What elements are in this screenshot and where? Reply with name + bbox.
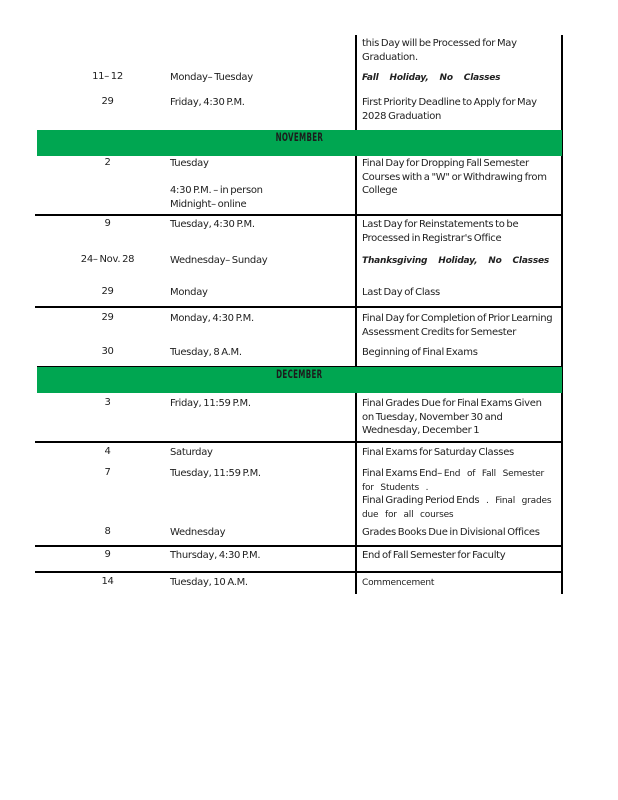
description-cell <box>362 526 560 540</box>
section-bar-november <box>37 130 562 156</box>
date-cell: 11– 12 <box>92 71 123 82</box>
description-cell <box>362 397 560 438</box>
text-segment: Final Grades Due for Final Exams Given <box>362 398 542 409</box>
day-text-line: Midnight– online <box>170 198 247 210</box>
day-cell <box>170 218 353 232</box>
date-cell: 7 <box>104 467 111 478</box>
description-text-line <box>362 286 560 300</box>
text-segment: Assessment Credits for Semester <box>362 326 517 338</box>
description-text-line <box>362 232 560 246</box>
text-segment: Fall Holiday, No Classes <box>362 73 501 83</box>
text-segment: Last Day of Class <box>362 287 440 298</box>
description-text-line <box>362 397 560 411</box>
text-segment: on Tuesday, November 30 and <box>362 411 503 423</box>
description-text-line <box>362 326 560 340</box>
date-cell: 29 <box>101 96 114 107</box>
day-text-line: Monday <box>170 287 208 298</box>
description-cell <box>362 312 560 339</box>
day-text-line: Tuesday, 11:59 P.M. <box>170 468 261 479</box>
date-cell: 9 <box>104 549 111 560</box>
row-divider-line <box>35 441 562 443</box>
description-text-line <box>362 576 560 590</box>
day-text-line: Wednesday <box>170 527 226 538</box>
day-text-line: Tuesday, 4:30 P.M. <box>170 219 255 230</box>
table-right-border-line <box>561 35 563 594</box>
day-text-line <box>170 171 353 185</box>
text-segment: First Priority Deadline to Apply for May <box>362 97 537 108</box>
date-cell: 29 <box>101 286 114 297</box>
text-segment: Final Day for Completion of Prior Learning <box>362 313 553 324</box>
text-segment: . Final grades <box>479 496 552 506</box>
description-text-line <box>362 424 560 438</box>
description-cell <box>362 346 560 360</box>
day-text-line: Saturday <box>170 447 213 458</box>
text-segment: Processed in Registrar's Office <box>362 232 502 244</box>
day-text-line: Monday, 4:30 P.M. <box>170 313 254 324</box>
description-text-line <box>362 312 560 326</box>
row-divider-line <box>35 545 562 547</box>
day-text-line: Friday, 11:59 P.M. <box>170 398 251 409</box>
text-segment: Last Day for Reinstatements to be <box>362 219 519 230</box>
description-text-line <box>362 157 560 171</box>
text-segment: College <box>362 185 398 196</box>
text-segment: End of Fall Semester <box>443 469 545 479</box>
day-cell <box>170 467 353 481</box>
row-divider-line <box>35 571 562 573</box>
description-text-line <box>362 346 560 360</box>
description-text-line <box>362 254 560 268</box>
description-text-line <box>362 411 560 425</box>
day-text-line: 4:30 P.M. – in person <box>170 185 263 196</box>
text-segment: Courses with a "W" or Withdrawing from <box>362 171 547 183</box>
date-cell: 4 <box>104 446 111 457</box>
description-text-line <box>362 37 560 51</box>
description-cell <box>362 157 560 198</box>
day-cell <box>170 346 353 360</box>
day-text-line: Wednesday– Sunday <box>170 255 268 266</box>
day-text-line: Tuesday, 8 A.M. <box>170 347 242 358</box>
text-segment: Final Day for Dropping Fall Semester <box>362 158 529 169</box>
text-segment: Thanksgiving Holiday, No Classes <box>362 256 550 266</box>
day-cell <box>170 254 353 268</box>
date-cell: 30 <box>101 346 114 357</box>
description-cell <box>362 467 560 521</box>
text-segment: Graduation. <box>362 51 418 63</box>
description-text-line <box>362 446 560 460</box>
date-cell: 8 <box>104 526 111 537</box>
row-divider-line <box>35 306 562 308</box>
row-divider-line <box>35 214 562 216</box>
day-text-line: Tuesday, 10 A.M. <box>170 577 248 588</box>
text-segment: Beginning of Final Exams <box>362 347 478 358</box>
text-segment: Commencement <box>362 578 435 588</box>
day-cell <box>170 446 353 460</box>
description-text-line <box>362 218 560 232</box>
description-cell <box>362 549 560 563</box>
day-text-line: Thursday, 4:30 P.M. <box>170 550 261 561</box>
date-cell: 9 <box>104 218 111 229</box>
text-segment: this Day will be Processed for May <box>362 38 517 49</box>
description-cell <box>362 254 560 268</box>
day-cell <box>170 576 353 590</box>
date-cell: 24– Nov. 28 <box>80 254 135 265</box>
text-segment: Final Exams for Saturday Classes <box>362 447 514 458</box>
description-text-line <box>362 96 560 110</box>
description-cell <box>362 96 560 123</box>
text-segment: End of Fall Semester for Faculty <box>362 550 506 561</box>
text-segment: Final Exams End– <box>362 468 444 479</box>
description-text-line <box>362 171 560 185</box>
day-cell <box>170 526 353 540</box>
section-label-december: DECEMBER <box>276 367 323 381</box>
description-text-line <box>362 71 560 85</box>
date-cell: 29 <box>101 312 114 323</box>
day-text-line: Friday, 4:30 P.M. <box>170 97 245 108</box>
date-cell: 3 <box>104 397 111 408</box>
section-label-november: NOVEMBER <box>275 130 324 144</box>
description-text-line <box>362 51 560 65</box>
description-text-line <box>362 549 560 563</box>
text-segment: Wednesday, December 1 <box>362 425 480 436</box>
day-cell <box>170 71 353 85</box>
day-cell <box>170 549 353 563</box>
description-cell <box>362 286 560 300</box>
date-cell: 14 <box>101 576 114 587</box>
day-cell <box>170 397 353 411</box>
text-segment: Final Grading Period Ends <box>362 495 480 506</box>
text-segment: for Students . <box>362 482 429 493</box>
description-text-line <box>362 481 560 495</box>
day-text-line: Monday– Tuesday <box>170 72 253 83</box>
description-text-line <box>362 494 560 508</box>
day-cell <box>170 312 353 326</box>
description-text-line <box>362 110 560 124</box>
text-segment: 2028 Graduation <box>362 110 442 122</box>
text-segment: due for all courses <box>362 509 454 520</box>
description-cell <box>362 218 560 245</box>
text-segment: Grades Books Due in Divisional Offices <box>362 527 540 538</box>
description-text-line <box>362 526 560 540</box>
description-cell <box>362 37 560 64</box>
section-bar-december <box>37 366 562 393</box>
description-cell <box>362 576 560 590</box>
day-cell <box>170 157 353 211</box>
date-cell: 2 <box>104 157 111 168</box>
column-divider-line <box>355 35 357 594</box>
day-text-line: Tuesday <box>170 158 209 169</box>
day-cell <box>170 96 353 110</box>
description-text-line <box>362 184 560 198</box>
day-cell <box>170 286 353 300</box>
description-text-line <box>362 467 560 481</box>
description-cell <box>362 71 560 85</box>
description-text-line <box>362 508 560 522</box>
description-cell <box>362 446 560 460</box>
